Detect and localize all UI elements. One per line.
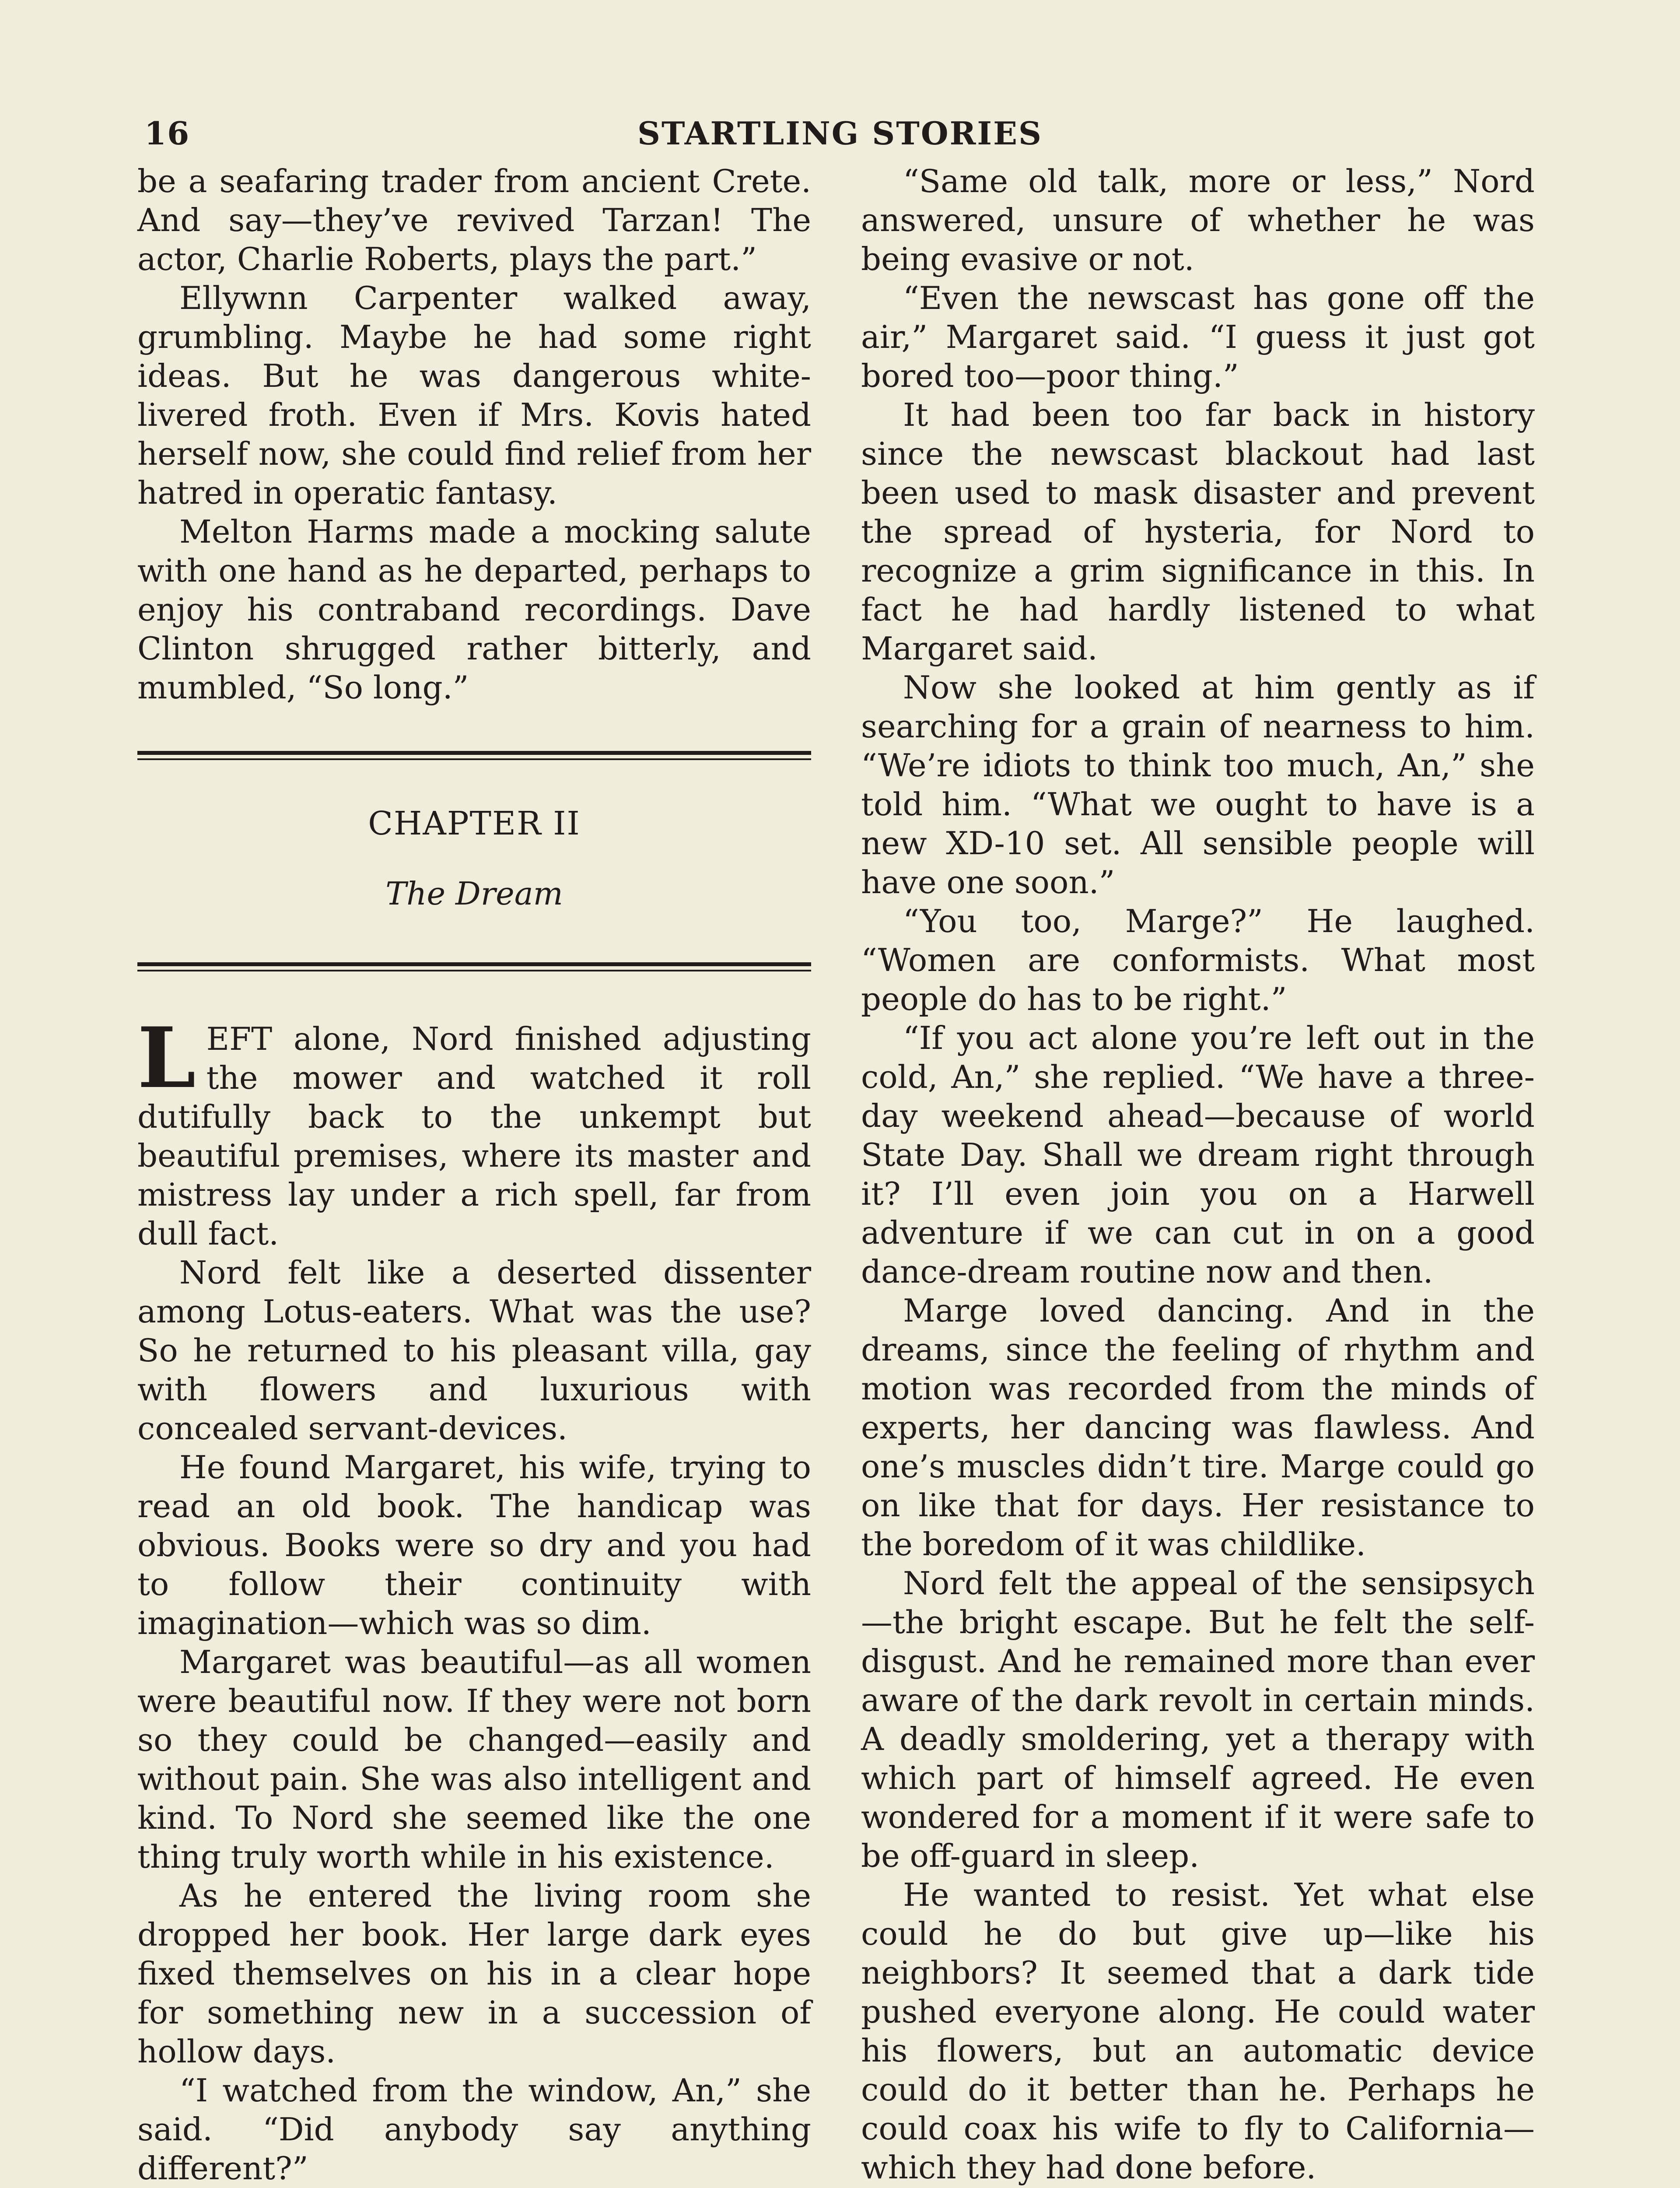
drop-cap: L xyxy=(137,1009,196,1107)
paragraph: It had been too far back in history since the newscast blackout had last been used to mask disaster and prevent the spread of hysteria, for Nord to recognize a grim significance in this. In fact he had hardly listened to what Margaret said. xyxy=(861,396,1535,667)
page-number: 16 xyxy=(144,115,190,152)
page-header xyxy=(144,115,1536,163)
paragraph: Nord felt the appeal of the sensipsych—the bright escape. But he felt the self-disgust. And he remained more than ever aware of the dark revolt in certain minds. A deadly smoldering, yet a therapy with which part of himself agreed. He even wondered for a moment if it were safe to be off-guard in sleep. xyxy=(861,1565,1535,1874)
paragraph: “If you act alone you’re left out in the cold, An,” she replied. “We have a three-day weekend ahead—because of world State Day. Shall we dream right through it? I’ll even join you on a Harwell adventure if we can cut in on a good dance-dream routine now and then. xyxy=(861,1020,1535,1290)
paragraph: Melton Harms made a mocking salute with one hand as he departed, perhaps to enjoy his contraband recordings. Dave Clinton shrugged rather bitterly, and mumbled, “So long.” xyxy=(137,513,811,706)
double-rule-divider xyxy=(137,751,811,760)
paragraph: Ellywnn Carpenter walked away, grumbling. Maybe he had some right ideas. But he was dangerous white-livered froth. Even if Mrs. Kovis hated herself now, she could find relief from her hatred in operatic fantasy. xyxy=(137,280,811,511)
left-column xyxy=(137,162,811,2188)
paragraph: He wanted to resist. Yet what else could he do but give up—like his neighbors? It seemed that a dark tide pushed everyone along. He could water his flowers, but an automatic device could do it better than he. Perhaps he could coax his wife to fly to California—which they had done before. xyxy=(861,1876,1535,2186)
double-rule-divider xyxy=(137,962,811,971)
paragraph: “I watched from the window, An,” she said. “Did anybody say anything different?” xyxy=(137,2072,811,2187)
paragraph: “You too, Marge?” He laughed. “Women are conformists. What most people do has to be right.” xyxy=(861,903,1535,1017)
paragraph: As he entered the living room she dropped her book. Her large dark eyes fixed themselves on his in a clear hope for something new in a succession of hollow days. xyxy=(137,1877,811,2070)
opening-paragraph-text: EFT alone, Nord finished adjusting the mower and watched it roll dutifully back to the unkempt but beautiful premises, where its master and mistress lay under a rich spell, far from dull fact. xyxy=(137,1020,811,1252)
opening-paragraph xyxy=(137,1009,811,1253)
paragraph: Nord felt like a deserted dissenter among Lotus-eaters. What was the use? So he returned to his pleasant villa, gay with flowers and luxurious with concealed servant-devices. xyxy=(137,1254,811,1447)
paragraph: Marge loved dancing. And in the dreams, since the feeling of rhythm and motion was recorded from the minds of experts, her dancing was flawless. And one’s muscles didn’t tire. Marge could go on like that for days. Her resistance to the boredom of it was childlike. xyxy=(861,1292,1535,1563)
chapter-heading: CHAPTER II xyxy=(368,805,581,842)
paragraph: be a seafaring trader from ancient Crete. And say—they’ve revived Tarzan! The actor, Charlie Roberts, plays the part.” xyxy=(137,163,811,277)
chapter-subtitle: The Dream xyxy=(385,875,563,912)
paragraph: Margaret was beautiful—as all women were beautiful now. If they were not born so they could be changed—easily and without pain. She was also intelligent and kind. To Nord she seemed like the one thing truly worth while in his existence. xyxy=(137,1644,811,1875)
paragraph: “Even the newscast has gone off the air,” Margaret said. “I guess it just got bored too—poor thing.” xyxy=(861,280,1535,394)
right-column xyxy=(861,162,1535,2187)
paragraph: Now she looked at him gently as if searching for a grain of nearness to him. “We’re idiots to think too much, An,” she told him. “What we ought to have is a new XD-10 set. All sensible people will have one soon.” xyxy=(861,669,1535,901)
paragraph: He found Margaret, his wife, trying to read an old book. The handicap was obvious. Books were so dry and you had to follow their continuity with imagination—which was so dim. xyxy=(137,1449,811,1641)
running-title: STARTLING STORIES xyxy=(637,115,1043,152)
paragraph: “Same old talk, more or less,” Nord answered, unsure of whether he was being evasive or not. xyxy=(861,163,1535,277)
